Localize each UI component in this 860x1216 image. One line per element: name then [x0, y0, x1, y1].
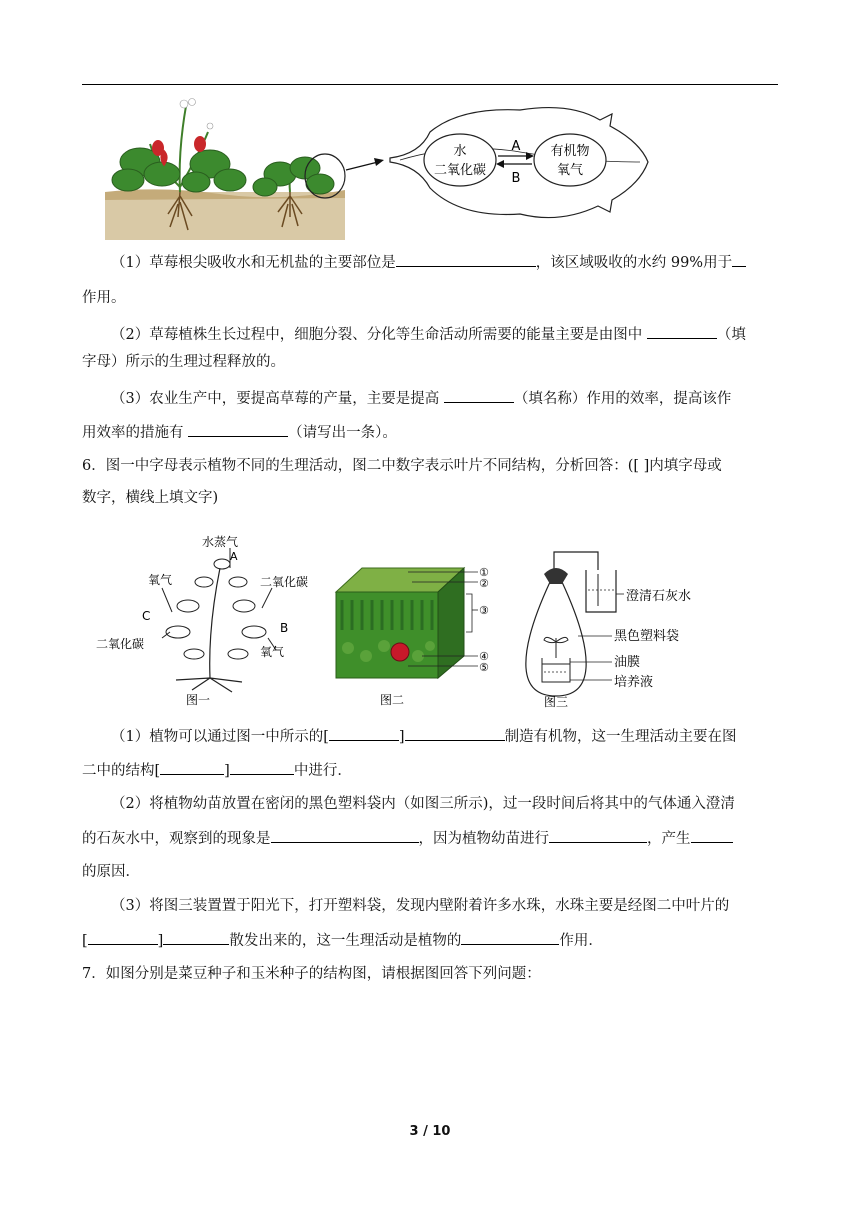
reactant-oval	[424, 134, 496, 186]
organic-label: 有机物	[550, 144, 590, 159]
fig1-vapor: 水蒸气	[201, 535, 239, 549]
fig3-bag: 黑色塑料袋	[614, 629, 680, 644]
product-oval	[534, 134, 606, 186]
fig1-oxygen-bottom: 氧气	[260, 645, 285, 659]
leaves	[112, 148, 334, 196]
q6-part3-line1: （3）将图三装置置于阳光下，打开塑料袋，发现内壁附着许多水珠，水珠主要是经图二中叶片的	[111, 898, 730, 914]
q6-stem-line2: 数字，横线上填文字)	[82, 490, 219, 506]
fig2-n2: ②	[479, 577, 489, 590]
q6-part1-line1: （1）植物可以通过图一中所示的[ ] 制造有机物，这一生理活动主要在图	[82, 726, 807, 747]
co2-label: 二氧化碳	[433, 163, 487, 178]
fig2-n5: ⑤	[479, 661, 489, 674]
header-rule	[82, 84, 778, 85]
figure-one	[92, 528, 332, 710]
figure-three	[516, 548, 706, 710]
page-number: 3 / 10	[409, 1124, 451, 1139]
q6-stem-line1: 6．图一中字母表示植物不同的生理活动，图二中数字表示叶片不同结构，分析回答：([ ]内填字母或	[82, 458, 722, 474]
q5-part2-line1: （2）草莓植株生长过程中，细胞分裂、分化等生命活动所需要的能量主要是由图中 （填	[82, 324, 807, 345]
water-label: 水	[453, 144, 467, 159]
fig1-b: B	[280, 621, 289, 635]
q7-stem: 7．如图分别是菜豆种子和玉米种子的结构图，请根据图回答下列问题：	[82, 966, 541, 982]
q5-part2-line2: 字母）所示的生理过程释放的。	[82, 354, 285, 370]
figure-two	[332, 560, 502, 710]
q6-part2-line2: 的石灰水中，观察到的现象是 ，因为植物幼苗进行 ，产生	[82, 828, 778, 849]
fig3-caption: 图三	[543, 695, 569, 709]
fig3-limewater: 澄清石灰水	[626, 589, 692, 604]
label-a: A	[511, 139, 521, 154]
fig2-n4: ④	[479, 650, 489, 663]
fig1-co2-right: 二氧化碳	[260, 575, 309, 589]
q6-part2-line1: （2）将植物幼苗放置在密闭的黑色塑料袋内（如图三所示)，过一段时间后将其中的气体通入澄清	[111, 796, 735, 812]
fig3-culture: 培养液	[614, 675, 654, 690]
q6-part3-line2: [ ] 散发出来的，这一生理活动是植物的 作用．	[82, 930, 778, 951]
fig2-n3: ③	[479, 604, 489, 617]
q5-part3-line1: （3）农业生产中，要提高草莓的产量，主要是提高 （填名称）作用的效率，提高该作	[82, 388, 807, 409]
fig1-oxygen-top: 氧气	[148, 573, 173, 587]
fig2-n1: ①	[479, 566, 489, 579]
q6-part1-line2: 二中的结构[ ] 中进行．	[82, 760, 778, 781]
fig2-caption: 图二	[379, 693, 405, 707]
fig1-leaves	[166, 559, 266, 659]
fig1-c: C	[142, 609, 151, 623]
label-b: B	[511, 171, 521, 186]
fig1-co2-left: 二氧化碳	[96, 637, 145, 651]
fig1-a: A	[230, 550, 238, 563]
oxygen-label: 氧气	[556, 163, 584, 178]
q5-part1-line1: （1）草莓根尖吸收水和无机盐的主要部位是 ，该区域吸收的水约 99%用于	[82, 252, 807, 273]
q6-part2-line3: 的原因．	[82, 864, 140, 880]
q5-part1-line2: 作用。	[82, 290, 126, 306]
q5-part3-line2: 用效率的措施有 （请写出一条）。	[82, 422, 778, 443]
strawberry-figure	[100, 92, 660, 242]
fig1-caption: 图一	[185, 693, 211, 707]
fig3-oil: 油膜	[614, 655, 641, 670]
